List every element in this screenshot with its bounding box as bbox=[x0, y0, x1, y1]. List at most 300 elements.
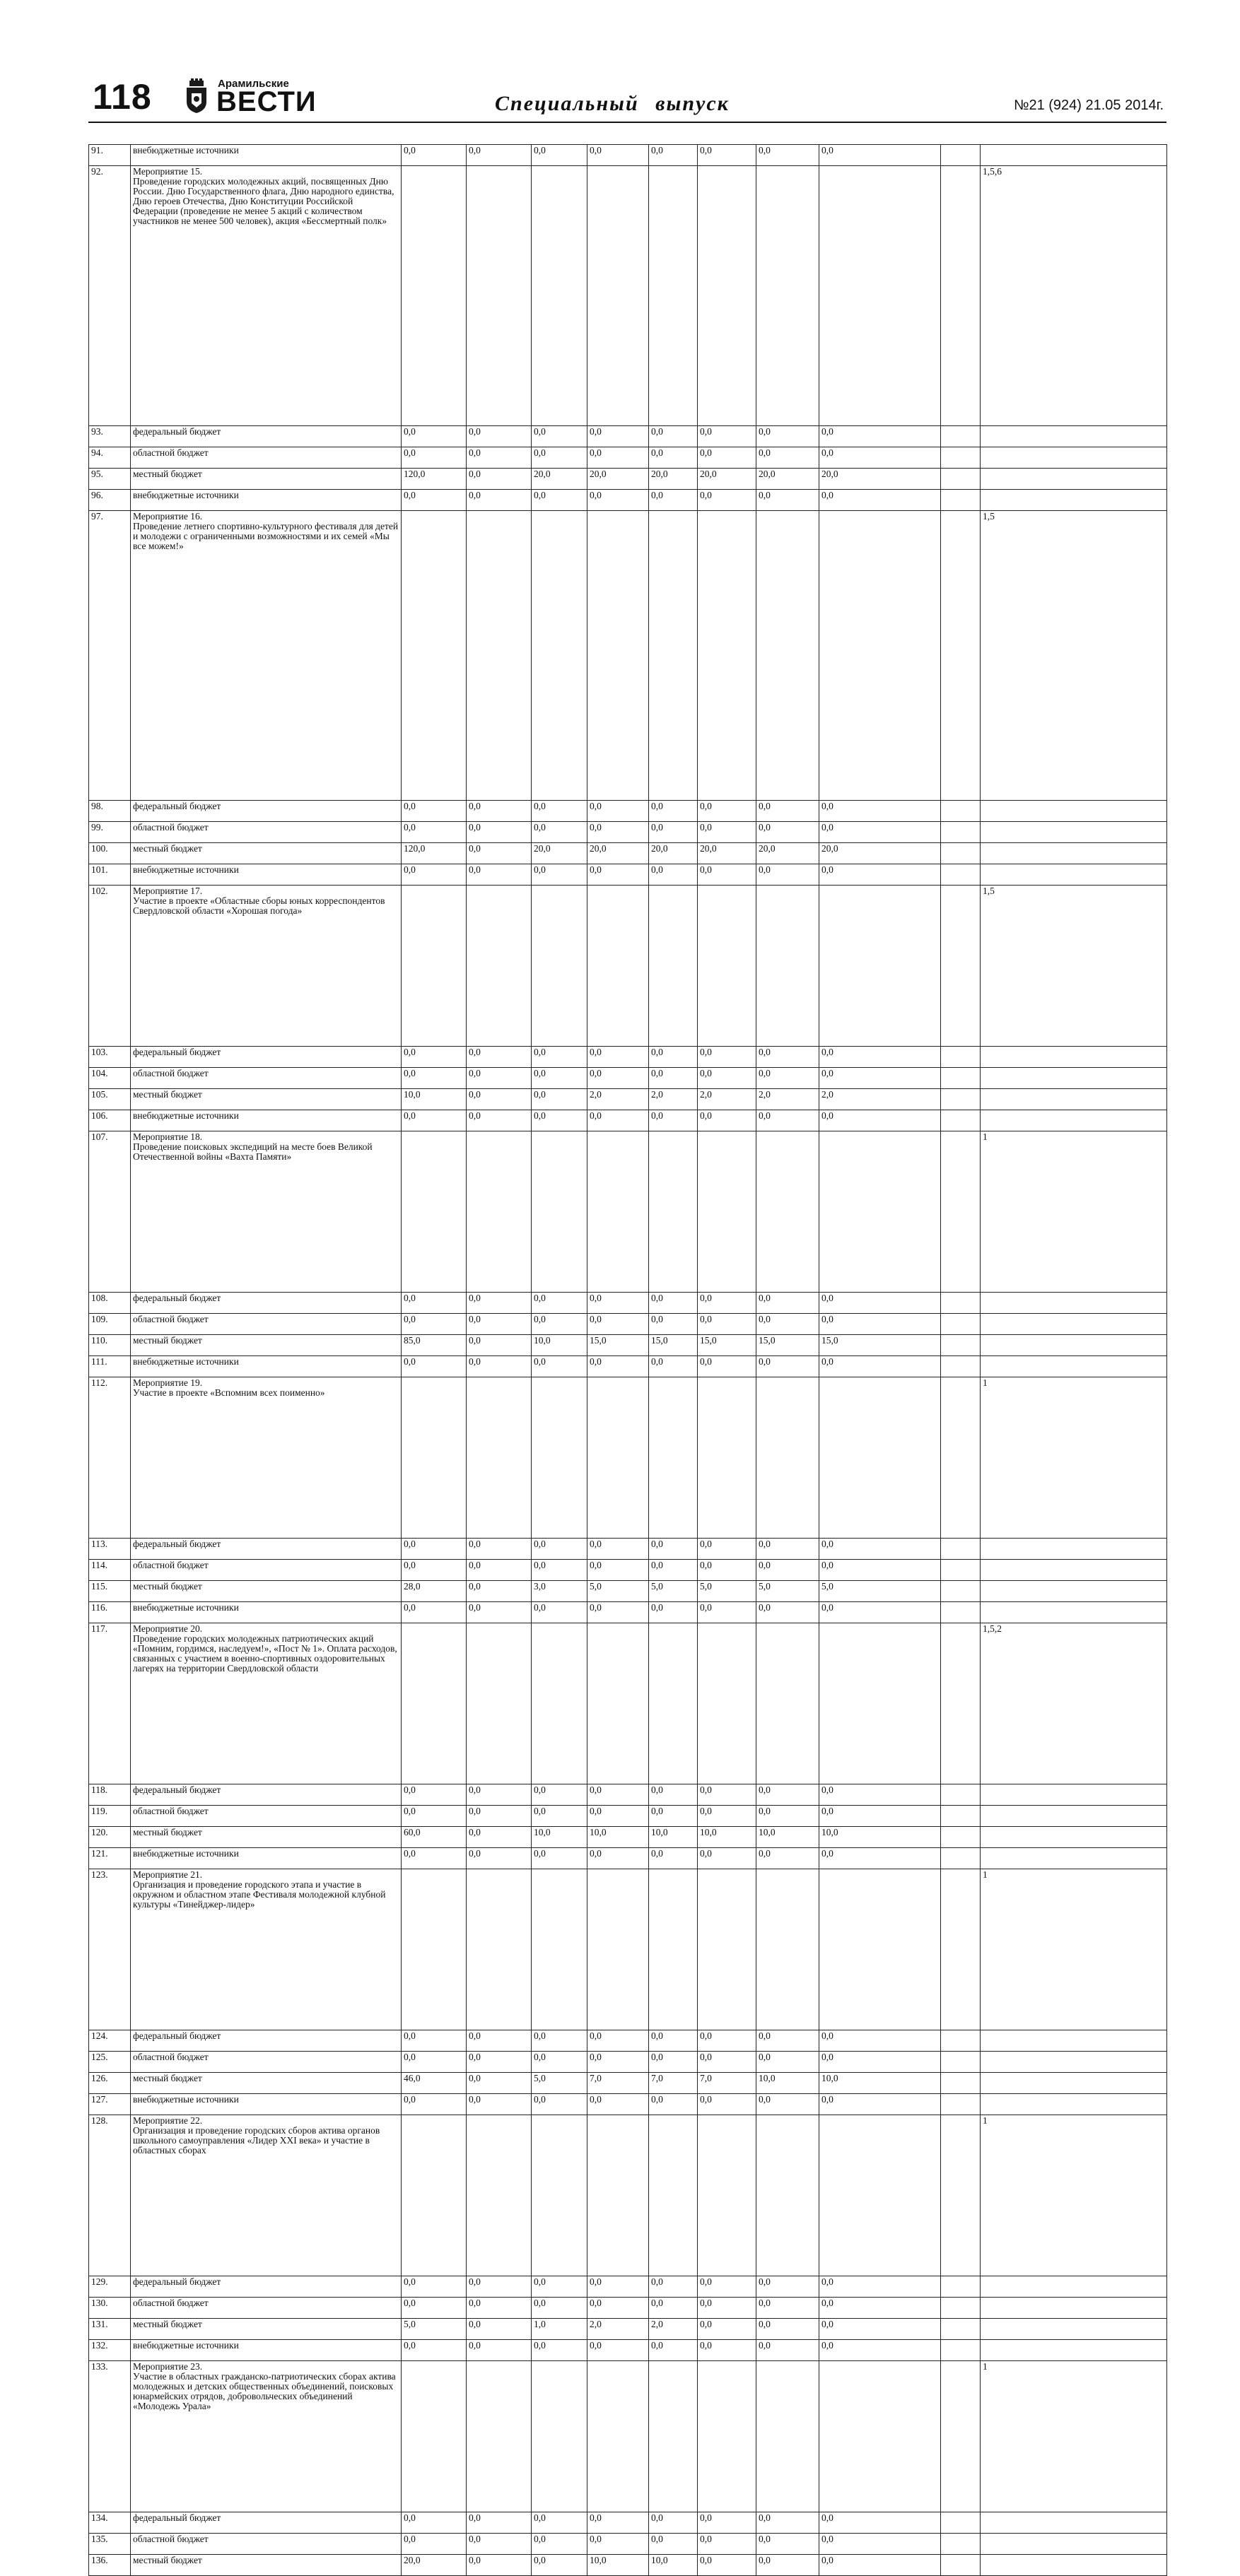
value-2020: 0,0 bbox=[819, 2094, 941, 2115]
value-total: 46,0 bbox=[402, 2073, 467, 2094]
value-2014: 0,0 bbox=[467, 2512, 532, 2534]
value-total: 0,0 bbox=[402, 1110, 467, 1131]
value-2018: 0,0 bbox=[698, 2298, 756, 2319]
empty-cell bbox=[941, 1581, 981, 1602]
indicator-codes: 1 bbox=[981, 2115, 1167, 2276]
value-total bbox=[402, 886, 467, 1047]
empty-cell bbox=[941, 166, 981, 426]
value-2017: 0,0 bbox=[649, 1314, 698, 1335]
empty-cell bbox=[941, 2361, 981, 2512]
table-row bbox=[89, 2276, 1167, 2298]
value-2017: 0,0 bbox=[649, 2298, 698, 2319]
value-2014: 0,0 bbox=[467, 1110, 532, 1131]
table-row bbox=[89, 1047, 1167, 1068]
row-name: Мероприятие 22. Организация и проведение городских сборов актива органов школьного самоуправления «Лидер XXI века» и участие в областных сборах bbox=[131, 2115, 402, 2276]
empty-cell bbox=[941, 2115, 981, 2276]
empty-cell bbox=[941, 2340, 981, 2361]
row-number: 107. bbox=[89, 1131, 131, 1293]
value-2020: 0,0 bbox=[819, 145, 941, 166]
value-total: 120,0 bbox=[402, 469, 467, 490]
empty-cell bbox=[941, 1539, 981, 1560]
value-2014 bbox=[467, 886, 532, 1047]
row-name: внебюджетные источники bbox=[131, 1110, 402, 1131]
value-2015: 0,0 bbox=[532, 2534, 587, 2555]
indicator-codes bbox=[981, 2555, 1167, 2576]
row-number: 135. bbox=[89, 2534, 131, 2555]
value-2020 bbox=[819, 886, 941, 1047]
row-number: 102. bbox=[89, 886, 131, 1047]
value-2016 bbox=[587, 1869, 649, 2030]
value-2019 bbox=[756, 166, 819, 426]
value-2020: 0,0 bbox=[819, 1539, 941, 1560]
value-2018: 0,0 bbox=[698, 1806, 756, 1827]
row-number: 118. bbox=[89, 1784, 131, 1806]
empty-cell bbox=[941, 2030, 981, 2052]
table-row-event bbox=[89, 1131, 1167, 1293]
value-2019 bbox=[756, 2361, 819, 2512]
row-number: 133. bbox=[89, 2361, 131, 2512]
value-2015 bbox=[532, 1623, 587, 1784]
indicator-codes bbox=[981, 2534, 1167, 2555]
value-2017: 0,0 bbox=[649, 2052, 698, 2073]
indicator-codes bbox=[981, 822, 1167, 843]
value-2016: 0,0 bbox=[587, 490, 649, 511]
value-2015: 0,0 bbox=[532, 2030, 587, 2052]
value-2018 bbox=[698, 1623, 756, 1784]
value-2016: 0,0 bbox=[587, 1047, 649, 1068]
value-2017: 7,0 bbox=[649, 2073, 698, 2094]
value-2018 bbox=[698, 1377, 756, 1539]
value-2017: 20,0 bbox=[649, 843, 698, 864]
value-2016: 0,0 bbox=[587, 1293, 649, 1314]
value-2017: 0,0 bbox=[649, 1356, 698, 1377]
row-name: областной бюджет bbox=[131, 1806, 402, 1827]
value-2018: 0,0 bbox=[698, 2319, 756, 2340]
empty-cell bbox=[941, 2073, 981, 2094]
value-total: 20,0 bbox=[402, 2555, 467, 2576]
value-total: 0,0 bbox=[402, 2298, 467, 2319]
value-2017: 2,0 bbox=[649, 2319, 698, 2340]
empty-cell bbox=[941, 2512, 981, 2534]
indicator-codes bbox=[981, 1335, 1167, 1356]
value-2016 bbox=[587, 2115, 649, 2276]
value-2017 bbox=[649, 1131, 698, 1293]
row-name: федеральный бюджет bbox=[131, 801, 402, 822]
table-row bbox=[89, 2052, 1167, 2073]
indicator-codes bbox=[981, 843, 1167, 864]
value-2019: 0,0 bbox=[756, 1602, 819, 1623]
value-2014 bbox=[467, 1131, 532, 1293]
value-2017: 0,0 bbox=[649, 2534, 698, 2555]
value-2019: 20,0 bbox=[756, 843, 819, 864]
value-2018: 0,0 bbox=[698, 1068, 756, 1089]
row-number: 105. bbox=[89, 1089, 131, 1110]
empty-cell bbox=[941, 2534, 981, 2555]
value-2016: 0,0 bbox=[587, 1784, 649, 1806]
value-2016: 0,0 bbox=[587, 2512, 649, 2534]
value-2017: 0,0 bbox=[649, 1293, 698, 1314]
page-header bbox=[88, 71, 1166, 122]
row-name: областной бюджет bbox=[131, 1068, 402, 1089]
value-2016: 0,0 bbox=[587, 2030, 649, 2052]
indicator-codes bbox=[981, 145, 1167, 166]
value-2017: 10,0 bbox=[649, 1827, 698, 1848]
value-2019: 5,0 bbox=[756, 1581, 819, 1602]
table-row bbox=[89, 1068, 1167, 1089]
value-2015: 0,0 bbox=[532, 490, 587, 511]
table-row bbox=[89, 2534, 1167, 2555]
table-row bbox=[89, 801, 1167, 822]
indicator-codes bbox=[981, 2052, 1167, 2073]
issue-number: №21 (924) 21.05 2014г. bbox=[1013, 98, 1164, 113]
value-2020: 0,0 bbox=[819, 1068, 941, 1089]
value-total: 5,0 bbox=[402, 2319, 467, 2340]
empty-cell bbox=[941, 1869, 981, 2030]
value-2014: 0,0 bbox=[467, 864, 532, 886]
row-number: 116. bbox=[89, 1602, 131, 1623]
value-2020: 10,0 bbox=[819, 1827, 941, 1848]
value-2016 bbox=[587, 166, 649, 426]
value-2019: 0,0 bbox=[756, 1068, 819, 1089]
value-2017 bbox=[649, 2361, 698, 2512]
table-row bbox=[89, 864, 1167, 886]
value-2017: 0,0 bbox=[649, 2030, 698, 2052]
value-2018: 0,0 bbox=[698, 447, 756, 469]
value-2019: 10,0 bbox=[756, 2073, 819, 2094]
value-2018 bbox=[698, 1131, 756, 1293]
value-2019: 2,0 bbox=[756, 1089, 819, 1110]
value-2015: 0,0 bbox=[532, 864, 587, 886]
table-row bbox=[89, 822, 1167, 843]
table-row-event bbox=[89, 511, 1167, 801]
value-2020 bbox=[819, 1131, 941, 1293]
empty-cell bbox=[941, 1848, 981, 1869]
indicator-codes bbox=[981, 1539, 1167, 1560]
value-2018: 0,0 bbox=[698, 1356, 756, 1377]
value-2017: 0,0 bbox=[649, 1110, 698, 1131]
row-name: федеральный бюджет bbox=[131, 1293, 402, 1314]
value-2014: 0,0 bbox=[467, 2534, 532, 2555]
crest-icon bbox=[182, 78, 211, 114]
value-2016: 0,0 bbox=[587, 2052, 649, 2073]
table-row-event bbox=[89, 2115, 1167, 2276]
row-number: 96. bbox=[89, 490, 131, 511]
empty-cell bbox=[941, 2319, 981, 2340]
value-2017 bbox=[649, 2115, 698, 2276]
value-2014: 0,0 bbox=[467, 1806, 532, 1827]
value-2017: 0,0 bbox=[649, 426, 698, 447]
value-total: 0,0 bbox=[402, 1068, 467, 1089]
row-number: 109. bbox=[89, 1314, 131, 1335]
table-row bbox=[89, 2555, 1167, 2576]
row-name: федеральный бюджет bbox=[131, 2276, 402, 2298]
indicator-codes: 1,5,6 bbox=[981, 166, 1167, 426]
value-2020: 0,0 bbox=[819, 447, 941, 469]
row-number: 131. bbox=[89, 2319, 131, 2340]
row-number: 92. bbox=[89, 166, 131, 426]
value-2015: 0,0 bbox=[532, 1068, 587, 1089]
value-2019: 0,0 bbox=[756, 1356, 819, 1377]
value-2015: 0,0 bbox=[532, 1806, 587, 1827]
table-row bbox=[89, 490, 1167, 511]
empty-cell bbox=[941, 2094, 981, 2115]
empty-cell bbox=[941, 822, 981, 843]
value-2018: 0,0 bbox=[698, 2555, 756, 2576]
row-number: 110. bbox=[89, 1335, 131, 1356]
value-2016: 0,0 bbox=[587, 447, 649, 469]
value-2015: 0,0 bbox=[532, 1089, 587, 1110]
value-2016: 0,0 bbox=[587, 2534, 649, 2555]
table-row-event bbox=[89, 2361, 1167, 2512]
row-number: 112. bbox=[89, 1377, 131, 1539]
value-2014: 0,0 bbox=[467, 1356, 532, 1377]
value-2016 bbox=[587, 511, 649, 801]
value-total: 0,0 bbox=[402, 2340, 467, 2361]
value-2014: 0,0 bbox=[467, 1602, 532, 1623]
value-2020: 0,0 bbox=[819, 822, 941, 843]
value-2016: 10,0 bbox=[587, 2555, 649, 2576]
value-2017: 0,0 bbox=[649, 1047, 698, 1068]
value-2015: 3,0 bbox=[532, 1581, 587, 1602]
value-total: 0,0 bbox=[402, 822, 467, 843]
value-2014: 0,0 bbox=[467, 2276, 532, 2298]
value-2014: 0,0 bbox=[467, 1068, 532, 1089]
value-2017: 0,0 bbox=[649, 447, 698, 469]
value-2017: 0,0 bbox=[649, 801, 698, 822]
value-2019: 0,0 bbox=[756, 490, 819, 511]
table-row bbox=[89, 1335, 1167, 1356]
value-2014: 0,0 bbox=[467, 1335, 532, 1356]
value-2018: 0,0 bbox=[698, 2052, 756, 2073]
value-2019: 0,0 bbox=[756, 2030, 819, 2052]
row-number: 94. bbox=[89, 447, 131, 469]
value-2019 bbox=[756, 2115, 819, 2276]
value-2017: 0,0 bbox=[649, 2094, 698, 2115]
value-2020: 5,0 bbox=[819, 1581, 941, 1602]
empty-cell bbox=[941, 447, 981, 469]
indicator-codes bbox=[981, 1110, 1167, 1131]
table-row-event bbox=[89, 1869, 1167, 2030]
value-2018: 0,0 bbox=[698, 2512, 756, 2534]
value-2014 bbox=[467, 1869, 532, 2030]
value-total: 0,0 bbox=[402, 1784, 467, 1806]
row-name: федеральный бюджет bbox=[131, 1784, 402, 1806]
value-2020 bbox=[819, 511, 941, 801]
table-row bbox=[89, 1110, 1167, 1131]
row-name: внебюджетные источники bbox=[131, 864, 402, 886]
row-name: федеральный бюджет bbox=[131, 426, 402, 447]
table-row bbox=[89, 2030, 1167, 2052]
row-name: Мероприятие 15. Проведение городских молодежных акций, посвященных Дню России. Дню Государственного флага, Дню народного единства, Дню героев Отечества, Дню Конституции Российской Федерации (проведение не менее 5 акций с количеством участников не менее 500 человек), акция «Бессмертный полк» bbox=[131, 166, 402, 426]
indicator-codes bbox=[981, 1848, 1167, 1869]
value-2014: 0,0 bbox=[467, 822, 532, 843]
value-2015: 20,0 bbox=[532, 843, 587, 864]
value-2019: 0,0 bbox=[756, 1560, 819, 1581]
value-2017: 0,0 bbox=[649, 2340, 698, 2361]
value-2015: 10,0 bbox=[532, 1335, 587, 1356]
value-2015: 0,0 bbox=[532, 1784, 587, 1806]
value-2017: 0,0 bbox=[649, 1784, 698, 1806]
value-2020: 0,0 bbox=[819, 2052, 941, 2073]
indicator-codes bbox=[981, 1581, 1167, 1602]
value-2016: 2,0 bbox=[587, 2319, 649, 2340]
value-2018: 0,0 bbox=[698, 2030, 756, 2052]
value-2015: 0,0 bbox=[532, 2555, 587, 2576]
value-2018: 0,0 bbox=[698, 1314, 756, 1335]
row-number: 98. bbox=[89, 801, 131, 822]
value-2015: 0,0 bbox=[532, 1560, 587, 1581]
value-2016: 0,0 bbox=[587, 864, 649, 886]
value-2018 bbox=[698, 511, 756, 801]
row-number: 111. bbox=[89, 1356, 131, 1377]
table-row-event bbox=[89, 1377, 1167, 1539]
value-total bbox=[402, 1869, 467, 2030]
row-name: федеральный бюджет bbox=[131, 2030, 402, 2052]
value-2020 bbox=[819, 166, 941, 426]
value-2020: 0,0 bbox=[819, 2512, 941, 2534]
value-2019: 0,0 bbox=[756, 1784, 819, 1806]
value-2015 bbox=[532, 2361, 587, 2512]
value-2019 bbox=[756, 1131, 819, 1293]
value-2015: 0,0 bbox=[532, 1539, 587, 1560]
value-2020: 0,0 bbox=[819, 1602, 941, 1623]
indicator-codes bbox=[981, 1293, 1167, 1314]
indicator-codes: 1 bbox=[981, 1869, 1167, 2030]
value-2019: 0,0 bbox=[756, 1047, 819, 1068]
row-number: 120. bbox=[89, 1827, 131, 1848]
value-2014: 0,0 bbox=[467, 1784, 532, 1806]
value-total: 0,0 bbox=[402, 1560, 467, 1581]
value-2019: 0,0 bbox=[756, 2319, 819, 2340]
empty-cell bbox=[941, 145, 981, 166]
value-2016: 0,0 bbox=[587, 1848, 649, 1869]
value-2018: 0,0 bbox=[698, 2534, 756, 2555]
value-2016: 0,0 bbox=[587, 1806, 649, 1827]
value-2019: 0,0 bbox=[756, 1110, 819, 1131]
value-total: 0,0 bbox=[402, 1314, 467, 1335]
empty-cell bbox=[941, 1356, 981, 1377]
value-2014: 0,0 bbox=[467, 1539, 532, 1560]
row-name: местный бюджет bbox=[131, 1335, 402, 1356]
value-2019: 0,0 bbox=[756, 2276, 819, 2298]
value-2016 bbox=[587, 1377, 649, 1539]
value-total bbox=[402, 2361, 467, 2512]
value-total: 0,0 bbox=[402, 2512, 467, 2534]
indicator-codes bbox=[981, 1827, 1167, 1848]
value-2018: 0,0 bbox=[698, 822, 756, 843]
value-2018: 0,0 bbox=[698, 1784, 756, 1806]
value-2020: 0,0 bbox=[819, 2555, 941, 2576]
indicator-codes bbox=[981, 469, 1167, 490]
indicator-codes bbox=[981, 447, 1167, 469]
value-2018: 0,0 bbox=[698, 801, 756, 822]
value-2015: 20,0 bbox=[532, 469, 587, 490]
value-2020: 0,0 bbox=[819, 1356, 941, 1377]
row-number: 91. bbox=[89, 145, 131, 166]
row-number: 104. bbox=[89, 1068, 131, 1089]
table-row-event bbox=[89, 886, 1167, 1047]
value-2019: 0,0 bbox=[756, 2534, 819, 2555]
value-2018: 0,0 bbox=[698, 490, 756, 511]
value-2020: 0,0 bbox=[819, 1293, 941, 1314]
logo-small-text: Арамильские bbox=[218, 78, 289, 90]
row-name: внебюджетные источники bbox=[131, 490, 402, 511]
empty-cell bbox=[941, 864, 981, 886]
value-2019 bbox=[756, 1869, 819, 2030]
row-number: 97. bbox=[89, 511, 131, 801]
value-2017: 0,0 bbox=[649, 864, 698, 886]
value-2016: 5,0 bbox=[587, 1581, 649, 1602]
indicator-codes bbox=[981, 2276, 1167, 2298]
issue-title: Специальный выпуск bbox=[495, 92, 730, 115]
value-2019 bbox=[756, 886, 819, 1047]
row-name: внебюджетные источники bbox=[131, 145, 402, 166]
table-row bbox=[89, 1784, 1167, 1806]
row-number: 132. bbox=[89, 2340, 131, 2361]
value-2016: 0,0 bbox=[587, 822, 649, 843]
indicator-codes bbox=[981, 864, 1167, 886]
value-total: 0,0 bbox=[402, 1848, 467, 1869]
value-2014: 0,0 bbox=[467, 1089, 532, 1110]
value-2014: 0,0 bbox=[467, 801, 532, 822]
table-row bbox=[89, 2073, 1167, 2094]
indicator-codes bbox=[981, 801, 1167, 822]
row-number: 119. bbox=[89, 1806, 131, 1827]
value-total: 0,0 bbox=[402, 1047, 467, 1068]
value-2016: 7,0 bbox=[587, 2073, 649, 2094]
empty-cell bbox=[941, 1602, 981, 1623]
value-2018: 0,0 bbox=[698, 145, 756, 166]
value-2015 bbox=[532, 1131, 587, 1293]
value-2018: 0,0 bbox=[698, 426, 756, 447]
value-2015: 0,0 bbox=[532, 1602, 587, 1623]
table-row bbox=[89, 1602, 1167, 1623]
value-2017: 0,0 bbox=[649, 1806, 698, 1827]
table-row bbox=[89, 1539, 1167, 1560]
row-name: федеральный бюджет bbox=[131, 1047, 402, 1068]
value-2015 bbox=[532, 886, 587, 1047]
value-2020: 0,0 bbox=[819, 1047, 941, 1068]
row-number: 106. bbox=[89, 1110, 131, 1131]
value-2016: 20,0 bbox=[587, 843, 649, 864]
empty-cell bbox=[941, 2555, 981, 2576]
row-number: 121. bbox=[89, 1848, 131, 1869]
value-2016: 0,0 bbox=[587, 2340, 649, 2361]
row-number: 114. bbox=[89, 1560, 131, 1581]
value-2020: 0,0 bbox=[819, 801, 941, 822]
row-name: областной бюджет bbox=[131, 2052, 402, 2073]
value-2019: 0,0 bbox=[756, 2512, 819, 2534]
value-2020: 20,0 bbox=[819, 469, 941, 490]
indicator-codes bbox=[981, 1356, 1167, 1377]
row-name: областной бюджет bbox=[131, 1314, 402, 1335]
value-2017: 20,0 bbox=[649, 469, 698, 490]
value-2020: 0,0 bbox=[819, 1110, 941, 1131]
empty-cell bbox=[941, 1131, 981, 1293]
empty-cell bbox=[941, 801, 981, 822]
newspaper-logo bbox=[182, 75, 409, 117]
value-2014: 0,0 bbox=[467, 2340, 532, 2361]
empty-cell bbox=[941, 1377, 981, 1539]
value-2017 bbox=[649, 1377, 698, 1539]
value-2015 bbox=[532, 166, 587, 426]
value-total: 0,0 bbox=[402, 2534, 467, 2555]
value-2018: 0,0 bbox=[698, 1110, 756, 1131]
value-2014: 0,0 bbox=[467, 1848, 532, 1869]
indicator-codes bbox=[981, 1560, 1167, 1581]
value-2020: 2,0 bbox=[819, 1089, 941, 1110]
empty-cell bbox=[941, 2298, 981, 2319]
